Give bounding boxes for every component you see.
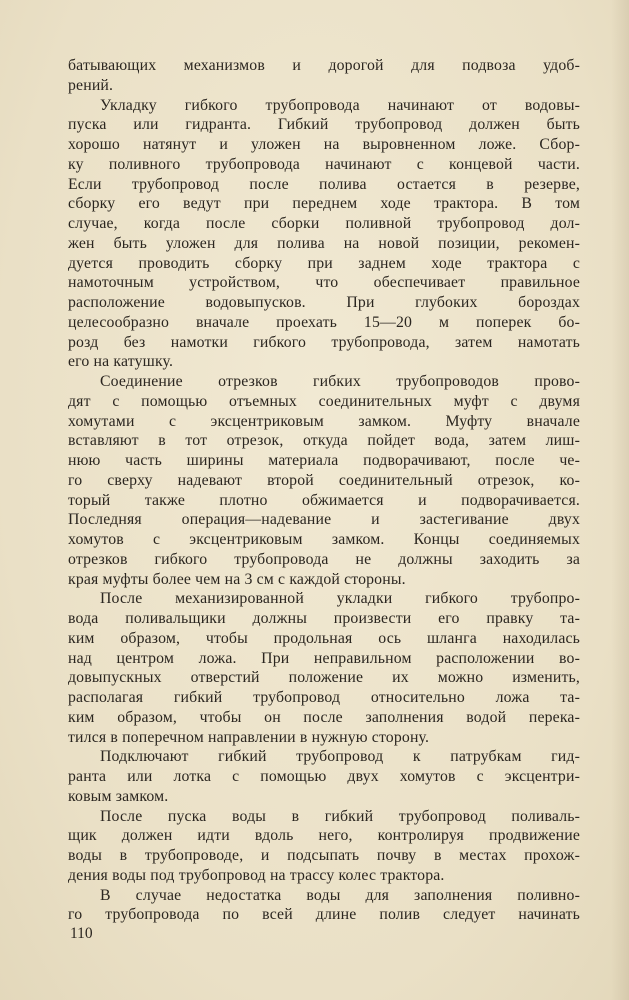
text-line: ку поливного трубопровода начинают с концевой части. bbox=[68, 155, 580, 173]
text-line: дения воды под трубопровод на трассу колес трактора. bbox=[68, 866, 445, 884]
text-line: щик должен идти вдоль него, контролируя продвижение bbox=[68, 827, 580, 845]
text-line: хорошо натянут и уложен на выровненном ложе. Сбор- bbox=[68, 136, 580, 153]
text-line: торый также плотно обжимается и подворачивается. bbox=[68, 491, 580, 509]
text-line: В случае недостатка воды для заполнения поливно- bbox=[100, 886, 580, 904]
text-line: расположение водовыпусков. При глубоких бороздах bbox=[68, 294, 580, 311]
text-line: вставляют в тот отрезок, откуда пойдет вода, затем лиш- bbox=[68, 432, 580, 450]
text-line: хомутов с эксцентриковым замком. Концы соединяемых bbox=[68, 531, 580, 548]
text-line: Соединение отрезков гибких трубопроводов прово- bbox=[100, 373, 580, 390]
text-line: жен быть уложен для полива на новой позиции, рекомен- bbox=[68, 234, 580, 252]
text-line: После пуска воды в гибкий трубопровод поливаль- bbox=[100, 807, 580, 825]
body-text bbox=[68, 56, 580, 925]
text-line: пуска или гидранта. Гибкий трубопровод должен быть bbox=[68, 116, 580, 134]
text-line: довыпускных отверстий положение их можно изменить, bbox=[68, 669, 580, 687]
text-line: ранта или лотка с помощью двух хомутов с эксцентри- bbox=[68, 768, 580, 785]
page-edge-shadow bbox=[611, 0, 629, 1000]
text-line: целесообразно вначале проехать 15—20 м поперек бо- bbox=[68, 313, 580, 331]
text-line: дуется проводить сборку при заднем ходе трактора с bbox=[68, 254, 580, 272]
text-line: хомутами с эксцентриковым замком. Муфту вначале bbox=[68, 412, 580, 430]
text-line: случае, когда после сборки поливной трубопровод дол- bbox=[68, 215, 580, 232]
text-line: Укладку гибкого трубопровода начинают от водовы- bbox=[100, 96, 580, 114]
text-line: рений. bbox=[68, 76, 114, 94]
text-line: воды в трубопроводе, и подсыпать почву в местах прохож- bbox=[68, 847, 580, 864]
text-line: батывающих механизмов и дорогой для подвоза удоб- bbox=[68, 57, 580, 74]
text-line: намоточным устройством, что обеспечивает правильное bbox=[68, 274, 580, 292]
text-line: сборку его ведут при переднем ходе трактора. В том bbox=[68, 195, 580, 213]
text-line: нюю часть ширины материала подворачивают, после че- bbox=[68, 452, 580, 469]
text-line: дят с помощью отъемных соединительных муфт с двумя bbox=[68, 392, 580, 410]
text-line: над центром ложа. При неправильном расположении во- bbox=[68, 649, 580, 667]
text-line: ковым замком. bbox=[68, 787, 169, 805]
text-line: отрезков гибкого трубопровода не должны заходить за bbox=[68, 550, 580, 568]
text-line: тился в поперечном направлении в нужную сторону. bbox=[68, 728, 430, 746]
text-line: края муфты более чем на 3 см с каждой стороны. bbox=[68, 570, 406, 588]
text-line: вода поливальщики должны произвести его правку та- bbox=[68, 610, 580, 627]
text-line: Подключают гибкий трубопровод к патрубкам гид- bbox=[100, 748, 580, 766]
text-line: располагая гибкий трубопровод относительно ложа та- bbox=[68, 689, 580, 706]
text-line: ким образом, чтобы он после заполнения водой перека- bbox=[68, 708, 580, 726]
text-line: го трубопровода по всей длине полив следует начинать bbox=[68, 906, 580, 924]
text-line: После механизированной укладки гибкого трубопро- bbox=[100, 590, 580, 608]
page-number: 110 bbox=[70, 925, 93, 942]
text-line: розд без намотки гибкого трубопровода, затем намотать bbox=[68, 333, 580, 351]
text-line: Если трубопровод после полива остается в резерве, bbox=[68, 175, 580, 193]
text-line: его на катушку. bbox=[68, 353, 174, 371]
text-line: ким образом, чтобы продольная ось шланга находилась bbox=[68, 629, 580, 647]
text-line: Последняя операция—надевание и застегивание двух bbox=[68, 511, 580, 529]
text-line: го сверху надевают второй соединительный отрезок, ко- bbox=[68, 471, 580, 489]
